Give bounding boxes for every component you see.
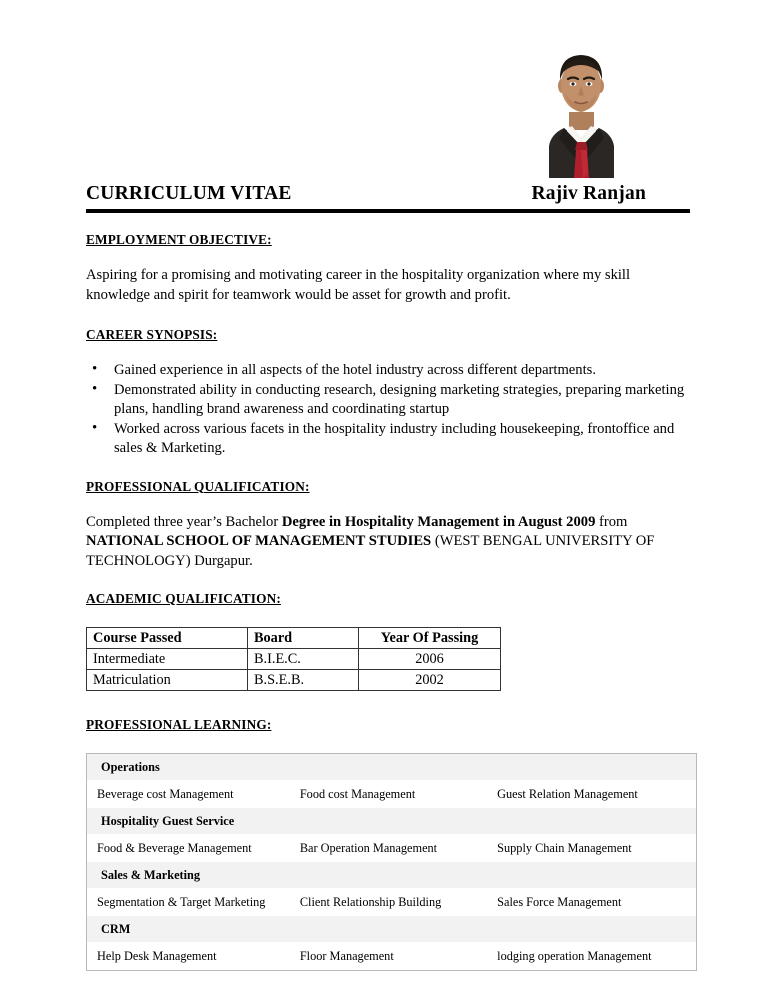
pq-bold-degree: Degree in Hospitality Management in August 2009: [281, 513, 596, 530]
professional-learning-table: [86, 753, 697, 971]
learning-item: Sales Force Management: [493, 888, 696, 916]
column-header-board: Board: [248, 628, 359, 649]
list-item: • Gained experience in all aspects of the hotel industry across different departments.: [86, 361, 690, 381]
cell-year-of-passing: 2002: [359, 670, 501, 691]
table-row: [87, 942, 697, 971]
column-header-course-passed: Course Passed: [87, 628, 248, 649]
learning-item: Food & Beverage Management: [87, 834, 290, 862]
table-row: [87, 649, 501, 670]
category-row-operations: [87, 754, 697, 781]
career-synopsis-list: [86, 361, 690, 459]
cell-year-of-passing: 2006: [359, 649, 501, 670]
employment-objective-text: Aspiring for a promising and motivating career in the hospitality organization where my skill knowledge and spirit for teamwork would be asset for growth and profit.: [86, 267, 631, 303]
category-label: Operations: [87, 754, 697, 781]
category-row-hospitality-guest-service: [87, 808, 697, 834]
learning-item: Floor Management: [290, 942, 493, 971]
learning-item: lodging operation Management: [493, 942, 696, 971]
cell-course-passed: Matriculation: [87, 670, 248, 691]
cell-board: B.S.E.B.: [248, 670, 359, 691]
learning-item: Client Relationship Building: [290, 888, 493, 916]
academic-qualification-table: [86, 627, 501, 691]
pq-bold-institute: NATIONAL SCHOOL OF MANAGEMENT STUDIES: [86, 533, 432, 549]
section-heading-professional-learning: PROFESSIONAL LEARNING:: [86, 717, 272, 732]
category-label: CRM: [87, 916, 697, 942]
category-row-sales-and-marketing: [87, 862, 697, 888]
category-label: Sales & Marketing: [87, 862, 697, 888]
learning-item: Guest Relation Management: [493, 780, 696, 808]
section-heading-career-synopsis: CAREER SYNOPSIS:: [86, 327, 218, 342]
page-title: CURRICULUM VITAE: [86, 183, 292, 204]
table-row: [87, 780, 697, 808]
learning-item: Beverage cost Management: [87, 780, 290, 808]
table-row: [87, 670, 501, 691]
section-heading-employment-objective: EMPLOYMENT OBJECTIVE:: [86, 232, 272, 247]
learning-item: Help Desk Management: [87, 942, 290, 971]
pq-text-1: Completed three year’s Bachelor: [86, 513, 282, 530]
cv-header: [86, 183, 690, 205]
learning-item: Segmentation & Target Marketing: [87, 888, 290, 916]
cv-body: [86, 232, 690, 971]
section-heading-academic-qualification: ACADEMIC QUALIFICATION:: [86, 591, 281, 606]
table-row: [87, 888, 697, 916]
learning-item: Food cost Management: [290, 780, 493, 808]
section-heading-professional-qualification: PROFESSIONAL QUALIFICATION:: [86, 478, 310, 494]
candidate-photo-illustration: [531, 34, 632, 178]
header-divider: [86, 209, 690, 213]
cell-course-passed: Intermediate: [87, 649, 248, 670]
table-header-row: [87, 628, 501, 649]
candidate-name: Rajiv Ranjan: [531, 183, 646, 204]
learning-item: Supply Chain Management: [493, 834, 696, 862]
category-label: Hospitality Guest Service: [87, 808, 697, 834]
professional-qualification-text: [86, 513, 690, 572]
table-row: [87, 834, 697, 862]
column-header-year-of-passing: Year Of Passing: [359, 628, 501, 649]
learning-item: Bar Operation Management: [290, 834, 493, 862]
cell-board: B.I.E.C.: [248, 649, 359, 670]
pq-text-2: from: [595, 513, 628, 530]
pq-text-3: (WEST BENGAL UNIVERSITY OF TECHNOLOGY) Durgapur.: [86, 533, 655, 569]
candidate-photo: [531, 34, 632, 178]
category-row-crm: [87, 916, 697, 942]
list-item: • Worked across various facets in the hospitality industry including housekeeping, frontoffice and sales & Marketing.: [86, 420, 690, 459]
list-item: • Demonstrated ability in conducting research, designing marketing strategies, preparing marketing plans, handling brand awareness and coordinating startup: [86, 381, 690, 420]
